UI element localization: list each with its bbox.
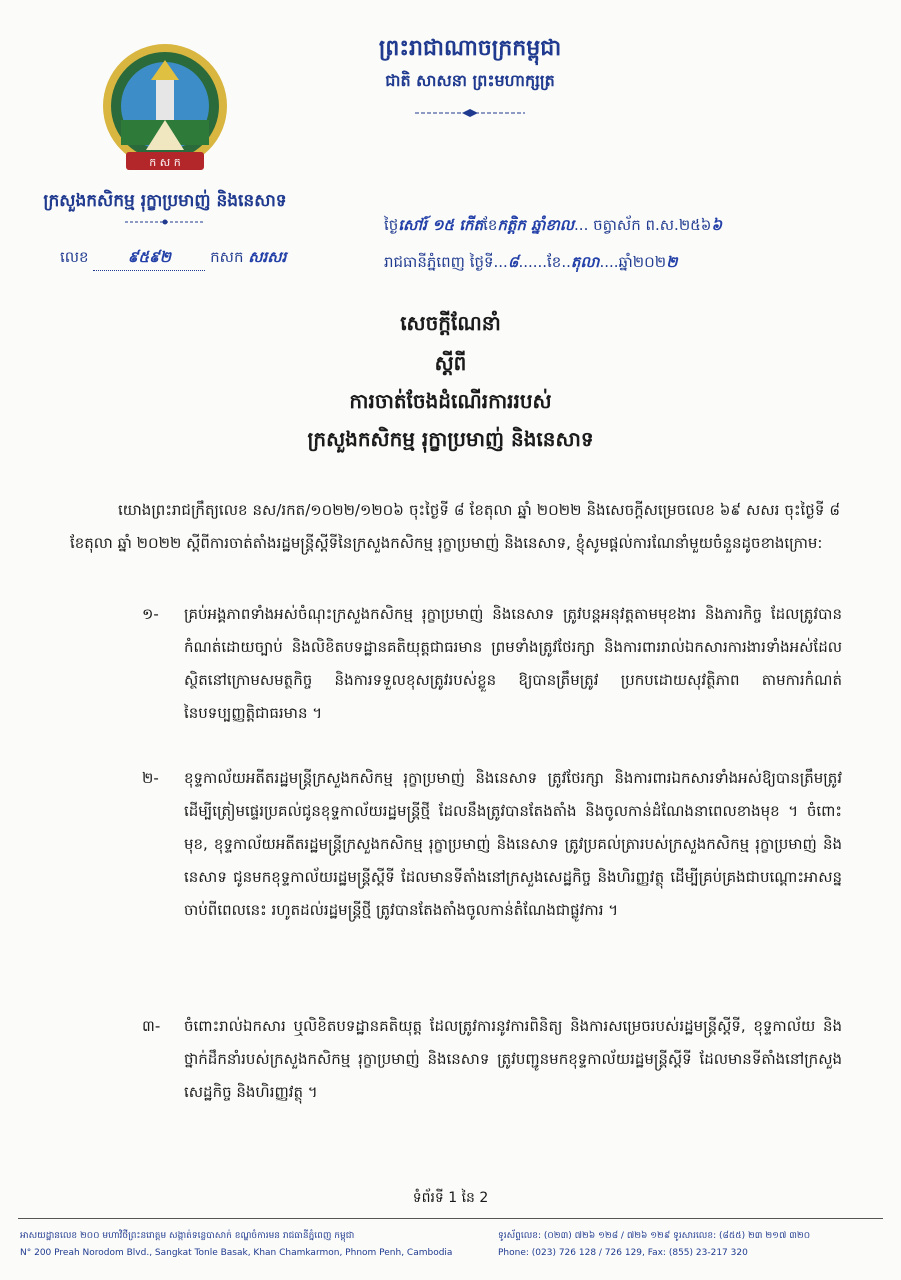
subject-line-1: ការចាត់ចែងដំណើរការរបស់ xyxy=(349,389,552,413)
list-item-number: ៣- xyxy=(142,1017,161,1035)
list-item xyxy=(142,598,842,730)
date-handwritten: តុលា xyxy=(570,253,600,271)
logo-text: ក ស ក xyxy=(149,156,181,169)
ref-handwritten: សរសរ xyxy=(248,248,287,266)
date-text: ......ខែ.. xyxy=(518,253,571,271)
page-number: ទំព័រទី 1 នៃ 2 xyxy=(412,1190,489,1206)
list-item-number: ២- xyxy=(142,769,159,787)
list-item-text: គ្រប់អង្គភាពទាំងអស់ចំណុះក្រសួងកសិកម្ម រុក្ខាប្រមាញ់ និងនេសាទ ត្រូវបន្តអនុវត្តតាមមុខងារ និងភារកិច្ច ដែលត្រូវបានកំណត់ដោយច្បាប់ និងលិខិតបទដ្ឋានគតិយុត្តជាធរមាន ព្រមទាំងត្រូវថែរក្សា និងការពាររាល់ឯកសារការងារទាំងអស់ដែលស្ថិតនៅក្រោមសមត្ថកិច្ច និងការទទួលខុសត្រូវរបស់ខ្លួន ឱ្យបានត្រឹមត្រូវ ប្រកបដោយសុវត្ថិភាព តាមការកំណត់នៃបទប្បញ្ញត្តិជាធរមាន ។ xyxy=(184,605,842,722)
ref-suffix: កសក xyxy=(210,248,244,266)
ref-label: លេខ xyxy=(60,248,89,266)
date-text: ខែ xyxy=(483,216,498,234)
kingdom-heading: ព្រះរាជាណាចក្រកម្ពុជា xyxy=(378,36,562,61)
footer-address-kh: អាសយដ្ឋានលេខ ២០០ មហាវិថីព្រះនរោត្តម សង្កាត់ទន្លេបាសាក់ ខណ្ឌចំការមន រាជធានីភ្នំពេញ កម្ពុជា xyxy=(20,1231,355,1241)
footer-divider xyxy=(18,1218,883,1219)
list-item-text: ខុទ្ទកាល័យអតីតរដ្ឋមន្ត្រីក្រសួងកសិកម្ម រុក្ខាប្រមាញ់ និងនេសាទ ត្រូវថែរក្សា និងការពារឯកសារទាំងអស់ឱ្យបានត្រឹមត្រូវ ដើម្បីត្រៀមផ្ទេរប្រគល់ជូនខុទ្ទកាល័យរដ្ឋមន្ត្រីថ្មី ដែលនឹងត្រូវបានតែងតាំង និងចូលកាន់ដំណែងនាពេលខាងមុខ ។ ចំពោះមុខ, ខុទ្ទកាល័យអតីតរដ្ឋមន្ត្រីក្រសួងកសិកម្ម រុក្ខាប្រមាញ់ និងនេសាទ ត្រូវប្រគល់ត្រារបស់ក្រសួងកសិកម្ម រុក្ខាប្រមាញ់ និងនេសាទ ជូនមកខុទ្ទកាល័យរដ្ឋមន្ត្រីស្តីទី ដែលមានទីតាំងនៅក្រសួងសេដ្ឋកិច្ច និងហិរញ្ញវត្ថុ ដើម្បីគ្រប់គ្រងជាបណ្តោះអាសន្ន ចាប់ពីពេលនេះ រហូតដល់រដ្ឋមន្ត្រីថ្មី ត្រូវបានតែងតាំងចូលកាន់តំណែងជាផ្លូវការ ។ xyxy=(184,769,842,919)
ornament-divider-icon xyxy=(125,218,205,226)
subject-line-2: ក្រសួងកសិកម្ម រុក្ខាប្រមាញ់ និងនេសាទ xyxy=(307,427,594,451)
reference-number xyxy=(60,248,360,271)
date-text: ....ឆ្នាំ២០២ xyxy=(599,253,667,271)
document-type-heading: សេចក្តីណែនាំ xyxy=(400,311,501,335)
lunar-date xyxy=(384,216,876,238)
list-item xyxy=(142,762,842,927)
list-item-number: ១- xyxy=(142,605,159,623)
about-heading: ស្តីពី xyxy=(434,351,467,375)
date-handwritten: ៦ xyxy=(711,216,723,234)
list-item xyxy=(142,1010,842,1109)
date-handwritten: កត្តិក ឆ្នាំខាល xyxy=(497,216,575,234)
date-text: រាជធានីភ្នំពេញ ថ្ងៃទី... xyxy=(384,253,508,271)
date-handwritten: ២ xyxy=(666,253,678,271)
city-date xyxy=(384,253,804,275)
date-text: ... ចត្វាស័ក ព.ស.២៥៦ xyxy=(574,216,712,234)
footer-phone-en: Phone: (023) 726 128 / 726 129, Fax: (855) 23-217 320 xyxy=(498,1248,748,1258)
ministry-logo xyxy=(96,40,234,182)
footer-address-en: N° 200 Preah Norodom Blvd., Sangkat Tonle Basak, Khan Chamkarmon, Phnom Penh, Cambodia xyxy=(20,1248,453,1258)
ref-number: ៩៥៩២ xyxy=(93,248,205,271)
intro-paragraph: យោងព្រះរាជក្រឹត្យលេខ នស/រកត/១០២២/១២០៦ ចុះថ្ងៃទី ៨ ខែតុលា ឆ្នាំ ២០២២ និងសេចក្តីសម្រេចលេខ ៦៩ សសរ ចុះថ្ងៃទី ៨ ខែតុលា ឆ្នាំ ២០២២ ស្តីពីការចាត់តាំងរដ្ឋមន្ត្រីស្តីទីនៃក្រសួងកសិកម្ម រុក្ខាប្រមាញ់ និងនេសាទ, ខ្ញុំសូមផ្តល់ការណែនាំមួយចំនួនដូចខាងក្រោម: xyxy=(70,501,840,552)
list-item-text: ចំពោះរាល់ឯកសារ ឬលិខិតបទដ្ឋានគតិយុត្ត ដែលត្រូវការនូវការពិនិត្យ និងការសម្រេចរបស់រដ្ឋមន្ត្រីស្តីទី, ខុទ្ទកាល័យ និងថ្នាក់ដឹកនាំរបស់ក្រសួងកសិកម្ម រុក្ខាប្រមាញ់ និងនេសាទ ត្រូវបញ្ជូនមកខុទ្ទកាល័យរដ្ឋមន្ត្រីស្តីទី ដែលមានទីតាំងនៅក្រសួងសេដ្ឋកិច្ច និងហិរញ្ញវត្ថុ ។ xyxy=(184,1017,842,1101)
ministry-name: ក្រសួងកសិកម្ម រុក្ខាប្រមាញ់ និងនេសាទ xyxy=(43,191,287,211)
date-handwritten: សៅរ៍ ១៥ កើត xyxy=(398,216,484,234)
footer-phone-kh: ទូរស័ព្ទលេខ: (០២៣) ៧២៦ ១២៨ / ៧២៦ ១២៩ ទូរសារលេខ: (៨៥៥) ២៣ ២១៧ ៣២០ xyxy=(498,1231,811,1241)
ornament-divider-icon xyxy=(415,108,525,118)
date-handwritten: ៨ xyxy=(507,253,519,271)
date-prefix: ថ្ងៃ xyxy=(384,216,399,234)
national-motto: ជាតិ សាសនា ព្រះមហាក្សត្រ xyxy=(385,71,555,90)
